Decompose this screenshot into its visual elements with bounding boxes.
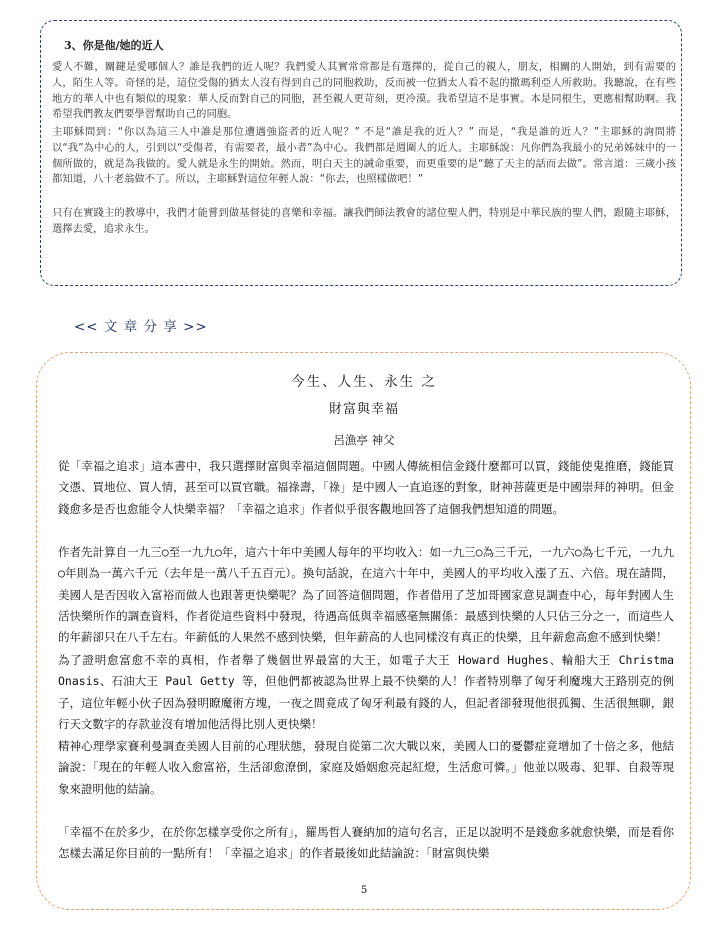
section-paragraph-2: 主耶穌問到：“你以為這三人中誰是那位遭遇強盜者的近人呢？” 不是“誰是我的近人？” 而是，“我是誰的近人？”主耶穌的詢問將以“我”為中心的人，引到以“受傷者，有需要者，最小者”為中心。我們都是週圍人的近人。主耶穌說：凡你們為我最小的兄弟姊妹中的一個所做的，就是為我做的。愛人就是永生的開始。然而，明白天主的誡命重要，而更重要的是“聽了天主的話而去做”。常言道：三歲小孩都知道，八十老翁做不了。所以，主耶穌對這位年輕人說：“你去，也照樣做吧！” [52,126,676,186]
article-title: 今生、人生、永生 之 [291,374,437,390]
article-paragraph-5: 「幸福不在於多少，在於你怎樣享受你之所有」，羅馬哲人賽納加的這句名言，正足以說明不是錢愈多就愈快樂，而是看你怎樣去滿足你目前的一點所有！「幸福之追求」的作者最後如此結論說：「財富與快樂 [58,825,674,861]
article-author: 呂漁亭 神父 [333,433,395,447]
article-paragraph-2: 作者先計算自一九三○至一九九○年，這六十年中美國人每年的平均收入：如一九三○為三千元，一九六○為七千元，一九九○年則為一萬六千元（去年是一萬八千五百元）。換句話說，在這六十年中，美國人的平均收入漲了五、六倍。現在請問，美國人是否因收入富裕而做人也跟著更快樂呢？為了回答這個問題，作者借用了芝加哥國家意見調查中心，每年對國人生活快樂所作的調查資料，作者從這些資料中發現，待遇高低與幸福感毫無關係：最感到快樂的人只佔三分之一，而這些人的年薪卻只在八千左右。年薪低的人果然不感到快樂，但年薪高的人也同樣沒有真正的快樂，且年薪愈高愈不感到快樂！ [58,545,674,645]
section-paragraph-1: 愛人不難，關鍵是愛哪個人？誰是我們的近人呢？我們愛人其實常常都是有選擇的，從自己的親人，朋友，相關的人開始，到有需要的人，陌生人等。奇怪的是，這位受傷的猶太人沒有得到自己的同胞救助，反而被一位猶太人看不起的撒瑪利亞人所救助。我聽說，在有些地方的華人中也有類似的現象：華人反而對自己的同胞，甚至親人更苛刻，更冷漠。我希望這不是事實。本是同根生，更應相幫助啊。我希望我們教友們要學習幫助自己的同胞。 [52,61,676,121]
article-subtitle: 財富與幸福 [328,402,399,417]
article-share-label: << 文 章 分 享 >> [74,319,208,335]
article-paragraph-1: 從「幸福之追求」這本書中，我只選擇財富與幸福這個問題。中國人傳統相信金錢什麼都可以買，錢能使鬼推磨，錢能買文憑、買地位、買人情，甚至可以買官職。福祿壽，「祿」是中國人一直追逐的對象，財神菩薩更是中國崇拜的神明。但金錢愈多是否也愈能令人快樂幸福？「幸福之追求」作者似乎很客觀地回答了這個我們想知道的問題。 [58,459,674,516]
article-paragraph-4: 精神心理學家賽利曼調查美國人目前的心理狀態，發現自從第二次大戰以來，美國人口的憂鬱症竟增加了十倍之多，他結論說：「現在的年輕人收入愈富裕，生活卻愈潦倒，家庭及婚姻愈亮起紅燈，生活愈可憐。」他並以吸毒、犯罪、自殺等現象來證明他的結論。 [58,739,674,796]
page-number: 5 [360,885,368,896]
section-heading: 3、你是他/她的近人 [64,39,164,52]
article-paragraph-3: 為了證明愈富愈不幸的真相，作者舉了幾個世界最富的大王，如電子大王 Howard Hughes、輪船大王 Christma Onasis、石油大王 Paul Getty 等，但他們都被認為世界上最不快樂的人！作者特別舉了匈牙利魔塊大王路別克的例子，這位年輕小伙子因為發明瞭魔術方塊，一夜之間竟成了匈牙利最有錢的人，但記者卻發現他很孤獨、生活很無聊，銀行天文數字的存款並沒有增加他活得比別人更快樂！ [58,653,674,731]
section-paragraph-3: 只有在實踐主的教導中，我們才能嘗到做基督徒的喜樂和幸福。讓我們師法教會的諸位聖人們，特別是中華民族的聖人們，跟隨主耶穌，選擇去愛，追求永生。 [52,207,676,235]
